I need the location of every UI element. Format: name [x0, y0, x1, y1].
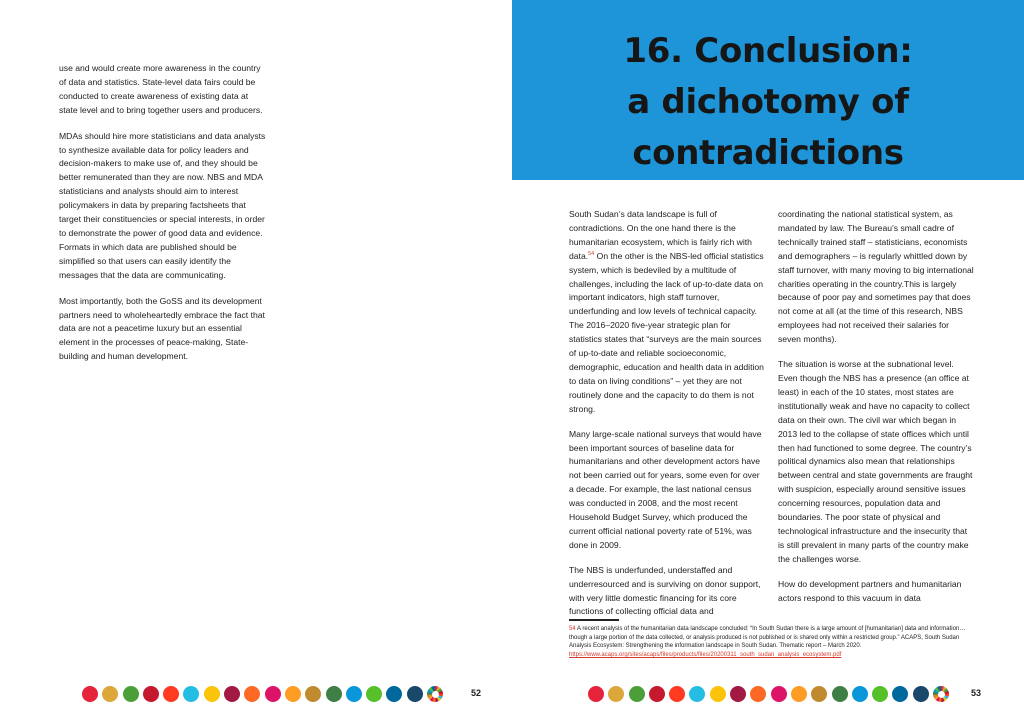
sdg-goal-10-icon — [265, 686, 281, 702]
sdg-goal-3-icon — [123, 686, 139, 702]
left-text-column — [59, 62, 269, 376]
sdg-goal-15-icon — [366, 686, 382, 702]
page-number-left: 52 — [471, 688, 482, 698]
sdg-goal-15-icon — [872, 686, 888, 702]
sdg-goal-6-icon — [183, 686, 199, 702]
sdg-goal-11-icon — [791, 686, 807, 702]
column-a-p1-text: South Sudan’s data landscape is full of contradictions. On the one hand there is the humanitarian ecosystem, which is fairly rich with data. — [569, 209, 752, 261]
sdg-goal-8-icon — [730, 686, 746, 702]
sdg-goal-9-icon — [244, 686, 260, 702]
column-b-paragraph-1: coordinating the national statistical system, as mandated by law. The Bureau’s small cadre of technically trained staff – statisticians, economists and demographers – is regularly whittled down by staff turnover, with many moving to big international charities operating in the country.This is largely because of poor pay and sometimes pay that does not come at all (at the time of this research, NBS employees had not received their salaries for seven months). — [778, 209, 974, 345]
text-column-a — [569, 208, 765, 630]
sdg-goal-1-icon — [82, 686, 98, 702]
sdg-goal-14-icon — [346, 686, 362, 702]
column-a-p1-text-cont: On the other is the NBS-led official statistics system, which is bedeviled by a multitude of challenges, including the lack of up-to-date data on important indicators, high staff turnover, underfunding and low levels of technical capacity. The 2016–2020 five-year strategic plan for statistics states that “surveys are the main sources of up-to-date and reliable socioeconomic, demographic, education and health data in addition to data on living conditions” – yet they are not routinely done and the capacity to do them is not strong. — [569, 250, 764, 414]
left-paragraph-2: MDAs should hire more statisticians and data analysts to synthesize available data for policy leaders and decision-makers to make use of, and they should be better remunerated than they are now. NBS and MDA statisticians and analysts should aim to interest policymakers in data by preparing factsheets that target their constituencies or special interests, in order to demonstrate the power of good data and evidence. Formats in which data are published should be simplified so that users can easily identify the messages that the data are communicating. — [59, 130, 266, 280]
footnote-divider — [569, 619, 619, 621]
sdg-goal-13-icon — [326, 686, 342, 702]
footnote — [569, 625, 969, 659]
footnote-reference[interactable]: 54 — [588, 250, 595, 257]
footnote-link[interactable]: https://www.acaps.org/sites/acaps/files/products/files/20200311_south_sudan_analysis_ecosystem.pdf — [569, 651, 842, 658]
title-line-3: contradictions — [632, 133, 904, 173]
sdg-goal-9-icon — [750, 686, 766, 702]
left-paragraph-1: use and would create more awareness in the country of data and statistics. State-level data fairs could be conducted to create awareness of existing data at state level and to bring together users and producers. — [59, 63, 263, 115]
sdg-goal-1-icon — [588, 686, 604, 702]
title-line-1: 16. Conclusion: — [623, 31, 913, 71]
column-b-paragraph-3: How do development partners and humanitarian actors respond to this vacuum in data — [778, 578, 962, 603]
sdg-goal-8-icon — [224, 686, 240, 702]
chapter-title-banner — [512, 0, 1024, 180]
sdg-goal-11-icon — [285, 686, 301, 702]
column-b-paragraph-2: The situation is worse at the subnational level. Even though the NBS has a presence (an office at least) in each of the 10 states, most states are institutionally weak and have no capacity to collect data on their own. The civil war which began in 2013 led to the collapse of state offices which until then had functioned to some degree. The country’s political dynamics also mean that relationships between central and state governments are fraught with suspicion, especially around sensitive issues concerning resources, population data and boundaries. The poor state of physical and technological infrastructure and the insecurity that is still prevalent in many parts of the country make the challenges worse. — [778, 359, 973, 564]
footnote-number: 54 — [569, 626, 576, 632]
sdg-wheel-icon — [427, 686, 443, 702]
text-column-b — [778, 208, 974, 616]
sdg-goal-4-icon — [143, 686, 159, 702]
sdg-goal-6-icon — [689, 686, 705, 702]
sdg-goal-12-icon — [305, 686, 321, 702]
sdg-goal-5-icon — [669, 686, 685, 702]
column-a-paragraph-1 — [569, 208, 765, 417]
sdg-wheel-icon — [933, 686, 949, 702]
sdg-goal-14-icon — [852, 686, 868, 702]
sdg-goal-16-icon — [892, 686, 908, 702]
sdg-goal-2-icon — [608, 686, 624, 702]
sdg-dots-left — [82, 686, 443, 702]
sdg-goal-7-icon — [204, 686, 220, 702]
sdg-goal-4-icon — [649, 686, 665, 702]
sdg-goal-12-icon — [811, 686, 827, 702]
sdg-goal-5-icon — [163, 686, 179, 702]
column-a-paragraph-3: The NBS is underfunded, understaffed and underresourced and is surviving on donor support, with very little domestic financing for its core functions of collecting official data and — [569, 564, 761, 617]
column-a-paragraph-2: Many large-scale national surveys that would have been important sources of baseline data for humanitarians and other development actors have not been carried out for years, some even for over a decade. For example, the last national census was conducted in 2008, and the most recent Household Budget Survey, which produced the current official national poverty rate of 51%, was done in 2009. — [569, 428, 762, 550]
sdg-goal-17-icon — [913, 686, 929, 702]
sdg-goal-13-icon — [832, 686, 848, 702]
title-line-2: a dichotomy of — [627, 82, 909, 122]
sdg-goal-10-icon — [771, 686, 787, 702]
sdg-goal-16-icon — [386, 686, 402, 702]
right-page — [512, 0, 1024, 724]
page-number-right: 53 — [971, 688, 982, 698]
left-paragraph-3: Most importantly, both the GoSS and its development partners need to wholeheartedly embrace the fact that data are not a peacetime luxury but an essential element in the processes of peace-making, State-building and human development. — [59, 295, 265, 362]
sdg-goal-2-icon — [102, 686, 118, 702]
sdg-goal-17-icon — [407, 686, 423, 702]
sdg-goal-3-icon — [629, 686, 645, 702]
sdg-goal-7-icon — [710, 686, 726, 702]
sdg-dots-right — [588, 686, 949, 702]
chapter-title — [512, 26, 1024, 179]
footnote-text: A recent analysis of the humanitarian data landscape concluded: “In South Sudan there is a large amount of [humanitarian] data and information…though a large portion of the data collected, or analysis produced is not published or is shared only within a restricted group.” ACAPS, South Sudan Analysis Ecosystem: Strengthening the information landscape in South Sudan. Thematic report – March 2020. — [569, 626, 966, 650]
